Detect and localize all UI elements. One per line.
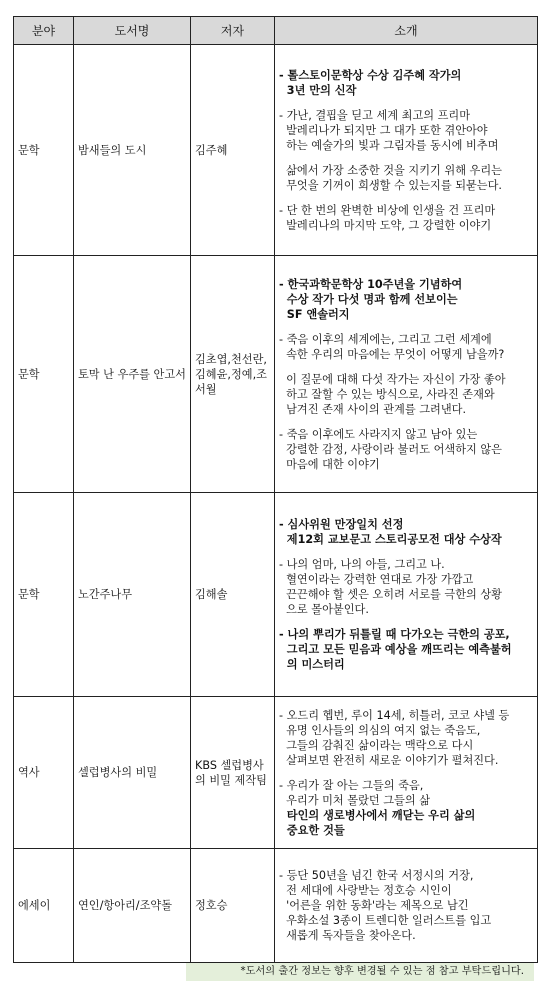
category-cell: 에세이 (14, 849, 74, 963)
description-line: '어른을 위한 동화'라는 제목으로 남긴 (279, 899, 469, 912)
header-category: 분야 (14, 17, 74, 45)
description-line: 이 질문에 대해 다섯 작가는 자신이 가장 좋아 (279, 372, 506, 386)
description-line: 으로 몰아붙인다. (279, 603, 369, 616)
description-line: 혈연이라는 강력한 연대로 가장 가깝고 (279, 573, 474, 586)
author-cell: KBS 셀럽병사의 비밀 제작팀 (191, 697, 275, 849)
description-line: SF 앤솔러지 (279, 307, 350, 321)
description-line: 그리고 모든 믿음과 예상을 깨뜨리는 예측불허 (279, 643, 512, 656)
description-cell (275, 697, 538, 849)
description-line: - 죽음 이후의 세계에는, 그리고 그런 세계에 (279, 332, 492, 346)
book-title-cell: 연인/항아리/조약돌 (74, 849, 191, 963)
description-line: - 심사위원 만장일치 선정 (279, 518, 404, 531)
category-cell: 역사 (14, 697, 74, 849)
book-title-cell: 노간주나무 (74, 493, 191, 697)
description-paragraph (279, 517, 533, 547)
description-line: 타인의 생로병사에서 깨닫는 우리 삶의 (279, 808, 476, 822)
description-line: 마음에 대한 이야기 (279, 457, 380, 471)
description-paragraph (279, 708, 533, 768)
description-line: 우화소설 3종이 트렌디한 일러스트를 입고 (279, 914, 492, 927)
description-line: - 우리가 잘 아는 그들의 죽음, (279, 778, 424, 792)
description-line: 남겨진 존재 사이의 관계를 그려낸다. (279, 402, 467, 416)
description-cell (275, 493, 538, 697)
description-paragraph (279, 868, 533, 943)
header-title: 도서명 (74, 17, 191, 45)
category-cell: 문학 (14, 493, 74, 697)
description-line: - 톨스토이문학상 수상 김주혜 작가의 (279, 68, 462, 82)
description-paragraph (279, 627, 533, 672)
description-paragraph (279, 203, 533, 233)
description-line: 유명 인사들의 의심의 여지 없는 죽음도, (279, 723, 481, 737)
description-paragraph (279, 332, 533, 362)
description-paragraph (279, 108, 533, 153)
description-line: 전 세대에 사랑받는 정호승 시인이 (279, 884, 452, 897)
description-line: - 가난, 결핍을 딛고 세계 최고의 프리마 (279, 108, 471, 122)
description-cell (275, 45, 538, 256)
description-paragraph (279, 68, 533, 98)
header-description: 소개 (275, 17, 538, 45)
description-line: 3년 만의 신작 (279, 83, 357, 97)
description-line: 의 미스터리 (279, 658, 345, 671)
author-cell: 김초엽,천선란,김혜윤,정예,조서월 (191, 256, 275, 493)
description-line: 발레리나가 되지만 그 대가 또한 겪안아야 (279, 123, 488, 137)
table-row (14, 45, 538, 256)
description-line: - 오드리 헵번, 루이 14세, 히틀러, 코코 샤넬 등 (279, 708, 510, 722)
description-line: - 단 한 번의 완벽한 비상에 인생을 건 프리마 (279, 203, 496, 217)
description-paragraph (279, 163, 533, 193)
description-line: 발레리나의 마지막 도약, 그 강렬한 이야기 (279, 218, 492, 232)
description-line: - 나의 엄마, 나의 아들, 그리고 나. (279, 558, 445, 571)
description-line: 그들의 감춰진 삶이라는 맥락으로 다시 (279, 738, 474, 752)
table-header-row (14, 17, 538, 45)
table-row (14, 256, 538, 493)
book-table (13, 16, 538, 963)
book-title-cell: 셀럽병사의 비밀 (74, 697, 191, 849)
description-line: 제12회 교보문고 스토리공모전 대상 수상작 (279, 533, 502, 546)
author-cell: 김해솔 (191, 493, 275, 697)
header-author: 저자 (191, 17, 275, 45)
description-line: 속한 우리의 마음에는 무엇이 어떻게 남을까? (279, 347, 505, 361)
description-line: - 한국과학문학상 10주년을 기념하여 (279, 277, 463, 291)
description-paragraph (279, 427, 533, 472)
table-row (14, 697, 538, 849)
author-cell: 김주혜 (191, 45, 275, 256)
description-line: 수상 작가 다섯 명과 함께 선보이는 (279, 292, 458, 306)
description-line: - 나의 뿌리가 뒤틀릴 때 다가오는 극한의 공포, (279, 628, 510, 641)
description-paragraph (279, 557, 533, 617)
description-line: - 등단 50년을 넘긴 한국 서정시의 거장, (279, 869, 474, 882)
description-cell (275, 849, 538, 963)
description-line: 새롭게 독자들을 찾아온다. (279, 929, 416, 942)
book-title-cell: 밤새들의 도시 (74, 45, 191, 256)
description-line: 하고 잘할 수 있는 방식으로, 사라진 존재와 (279, 387, 495, 401)
description-line: 하는 예술가의 빛과 그림자를 동시에 비추며 (279, 138, 499, 152)
description-line: 끈끈해야 할 셋은 오히려 서로를 극한의 상황 (279, 588, 502, 601)
description-line: 강렬한 감정, 사랑이라 불러도 어색하지 않은 (279, 442, 502, 456)
description-line: 우리가 미처 몰랐던 그들의 삶 (279, 793, 431, 807)
category-cell: 문학 (14, 256, 74, 493)
description-line: 무엇을 기꺼이 희생할 수 있는지를 되묻는다. (279, 178, 502, 192)
description-line: 삶에서 가장 소중한 것을 지키기 위해 우리는 (279, 163, 502, 177)
author-cell: 정호승 (191, 849, 275, 963)
description-paragraph (279, 277, 533, 322)
table-row (14, 493, 538, 697)
description-line: 중요한 것들 (279, 823, 345, 837)
book-title-cell: 토막 난 우주를 안고서 (74, 256, 191, 493)
description-cell (275, 256, 538, 493)
description-paragraph (279, 372, 533, 417)
category-cell: 문학 (14, 45, 74, 256)
description-paragraph (279, 778, 533, 838)
description-line: - 죽음 이후에도 사라지지 않고 남아 있는 (279, 427, 478, 441)
description-line: 살펴보면 완전히 새로운 이야기가 펼쳐진다. (279, 753, 499, 767)
footnote: *도서의 출간 정보는 향후 변경될 수 있는 점 참고 부탁드립니다. (186, 963, 534, 981)
table-row (14, 849, 538, 963)
